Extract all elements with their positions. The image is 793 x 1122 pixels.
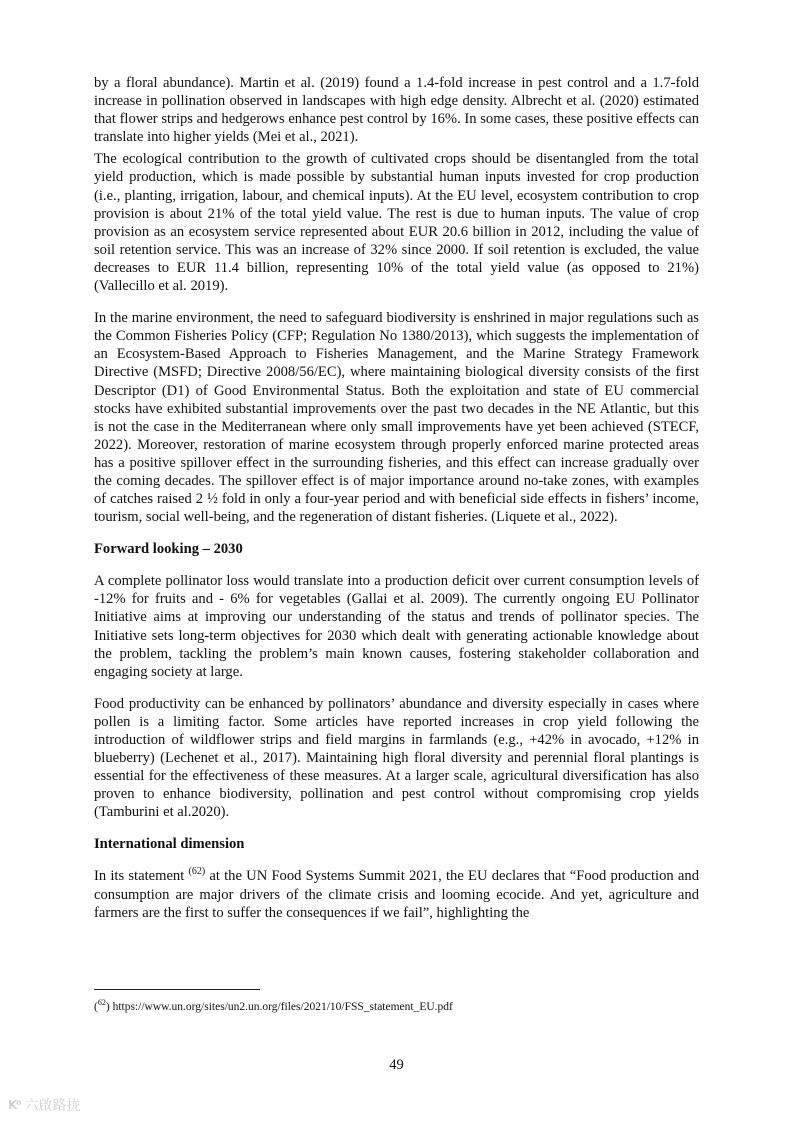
watermark-logo-icon: K⁰ (8, 1098, 21, 1112)
paragraph-marine-environment: In the marine environment, the need to safeguard biodiversity is enshrined in major regulations such as the Common Fisheries Policy (CFP; Regulation No 1380/2013), which suggests the implementation of an Ecosystem-Based Approach to Fisheries Management, and the Marine Strategy Framework Directive (MSFD; Directive 2008/56/EC), where maintaining biological diversity consists of the first Descriptor (D1) of Good Environmental Status. Both the exploitation and state of EU commercial stocks have exhibited substantial improvements over the past two decades in the NE Atlantic, but this is not the case in the Mediterranean where only small improvements have yet been achieved (STECF, 2022). Moreover, restoration of marine ecosystem through properly enforced marine protected areas has a positive spillover effect in the surrounding fisheries, and this effect can increase gradually over the coming decades. The spillover effect is of major importance around no-take zones, with examples of catches raised 2 ½ fold in only a four-year period and with beneficial side effects in fishers’ income, tourism, social well-being, and the regeneration of distant fisheries. (Liquete et al., 2022). (94, 310, 699, 526)
paragraph-pest-control: by a floral abundance). Martin et al. (2019) found a 1.4-fold increase in pest control and a 1.7-fold increase in pollination observed in landscapes with high edge density. Albrecht et al. (2020) estimated that flower strips and hedgerows enhance pest control by 16%. In some cases, these positive effects can translate into higher yields (Mei et al., 2021). (94, 75, 699, 146)
heading-international-dimension: International dimension (94, 836, 245, 853)
footnote-divider (94, 989, 260, 990)
footnote: ($^{62}$) https://www.un.org/sites/un2.un.org/files/2021/10/FSS_statement_EU.pdf (94, 998, 453, 1013)
watermark (8, 1095, 81, 1115)
paragraph-un-statement (94, 867, 699, 921)
statement-text-start: In its statement (94, 868, 189, 885)
footnote-reference[interactable]: (62) (188, 866, 206, 878)
heading-forward-looking: Forward looking – 2030 (94, 541, 243, 558)
watermark-text: 六啟路拢 (24, 1098, 81, 1114)
document-body (94, 74, 699, 922)
paragraph-pollinator-loss: A complete pollinator loss would translate into a production deficit over current consumption levels of -12% for fruits and - 6% for vegetables (Gallai et al. 2009). The currently ongoing EU Pollinator Initiative aims at improving our understanding of the status and trends of pollinator species. The Initiative sets long-term objectives for 2030 which dealt with generating actionable knowledge about the problem, tackling the problem’s main known causes, fostering stakeholder collaboration and engaging society at large. (94, 573, 699, 680)
paragraph-ecological-contribution: The ecological contribution to the growth of cultivated crops should be disentangled from the total yield production, which is made possible by substantial human inputs invested for crop production (i.e., planting, irrigation, labour, and chemical inputs). At the EU level, ecosystem contribution to crop provision is about 21% of the total yield value. The rest is due to human inputs. The value of crop provision as an ecosystem service represented about EUR 20.6 billion in 2012, including the value of soil retention service. This was an increase of 32% since 2000. If soil retention is excluded, the value decreases to EUR 11.4 billion, representing 10% of the total yield value (as opposed to 21%) (Vallecillo et al. 2019). (94, 151, 699, 295)
page-number: 49 (389, 1057, 404, 1073)
paragraph-food-productivity: Food productivity can be enhanced by pollinators’ abundance and diversity especially in cases where pollen is a limiting factor. Some articles have reported increases in crop yield following the introduction of wildflower strips and field margins in farmlands (e.g., +42% in avocado, +12% in blueberry) (Lechenet et al., 2017). Maintaining high floral diversity and perennial floral plantings is essential for the effectiveness of these measures. At a larger scale, agricultural diversification has also proven to enhance biodiversity, pollination and pest control without compromising crop yields (Tamburini et al.2020). (94, 695, 699, 821)
statement-text-end: at the UN Food Systems Summit 2021, the EU declares that “Food production and consumption are major drivers of the climate crisis and looming ecocide. And yet, agriculture and farmers are the first to suffer the consequences if we fail”, highlighting the (94, 868, 699, 921)
footnote-marker: 62 (97, 998, 106, 1007)
footnote-link[interactable]: https://www.un.org/sites/un2.un.org/files/2021/10/FSS_statement_EU.pdf (112, 1000, 453, 1013)
